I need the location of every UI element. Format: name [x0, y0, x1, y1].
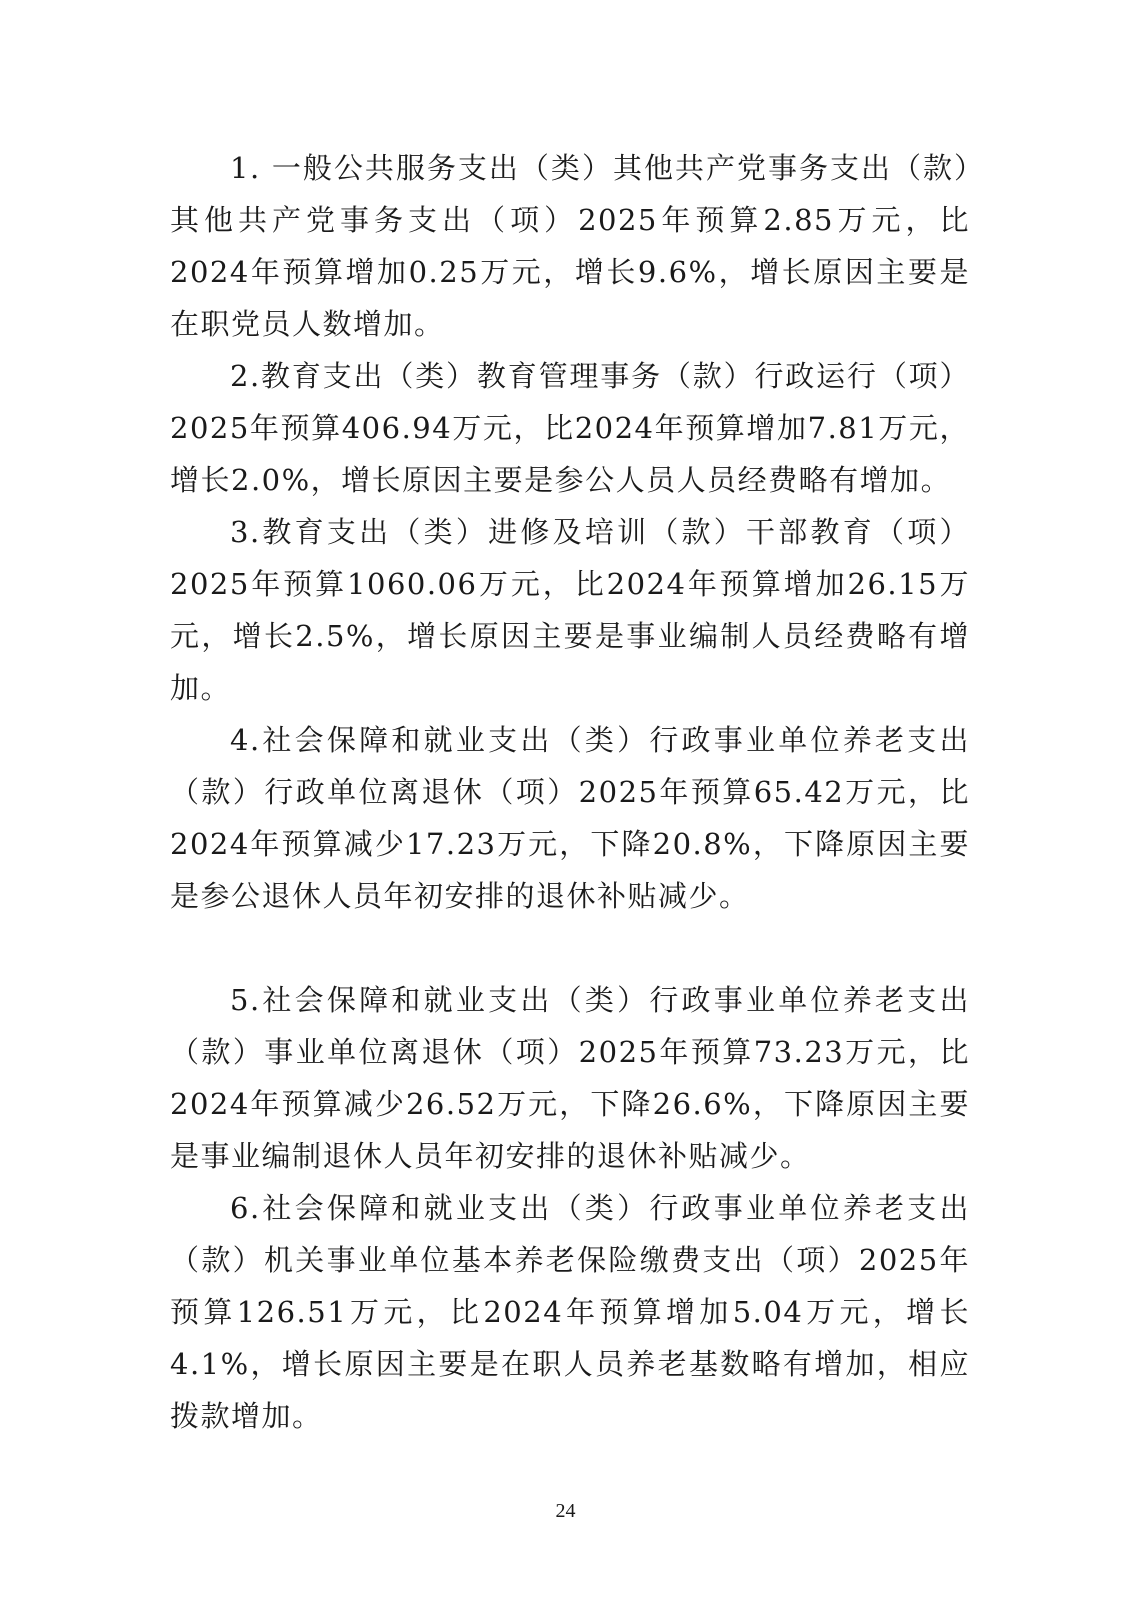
paragraph-4: 4.社会保障和就业支出（类）行政事业单位养老支出（款）行政单位离退休（项）2025年预算65.42万元，比2024年预算减少17.23万元，下降20.8%，下降原因主要是参公退休人员年初安排的退休补贴减少。 [170, 723, 970, 913]
paragraph-6: 6.社会保障和就业支出（类）行政事业单位养老支出（款）机关事业单位基本养老保险缴费支出（项）2025年预算126.51万元，比2024年预算增加5.04万元，增长4.1%，增长原因主要是在职人员养老基数略有增加，相应拨款增加。 [170, 1191, 970, 1433]
paragraph-2: 2.教育支出（类）教育管理事务（款）行政运行（项）2025年预算406.94万元，比2024年预算增加7.81万元，增长2.0%，增长原因主要是参公人员人员经费略有增加。 [170, 359, 970, 497]
paragraph-5: 5.社会保障和就业支出（类）行政事业单位养老支出（款）事业单位离退休（项）2025年预算73.23万元，比2024年预算减少26.52万元，下降26.6%，下降原因主要是事业编制退休人员年初安排的退休补贴减少。 [170, 983, 970, 1173]
paragraph-spacer [170, 922, 970, 974]
paragraph-3: 3.教育支出（类）进修及培训（款）干部教育（项）2025年预算1060.06万元，比2024年预算增加26.15万元，增长2.5%，增长原因主要是事业编制人员经费略有增加。 [170, 515, 970, 705]
paragraph-1: 1. 一般公共服务支出（类）其他共产党事务支出（款）其他共产党事务支出（项）2025年预算2.85万元，比2024年预算增加0.25万元，增长9.6%，增长原因主要是在职党员人数增加。 [170, 151, 970, 341]
document-body [170, 142, 970, 1442]
page-number: 24 [555, 1500, 576, 1522]
